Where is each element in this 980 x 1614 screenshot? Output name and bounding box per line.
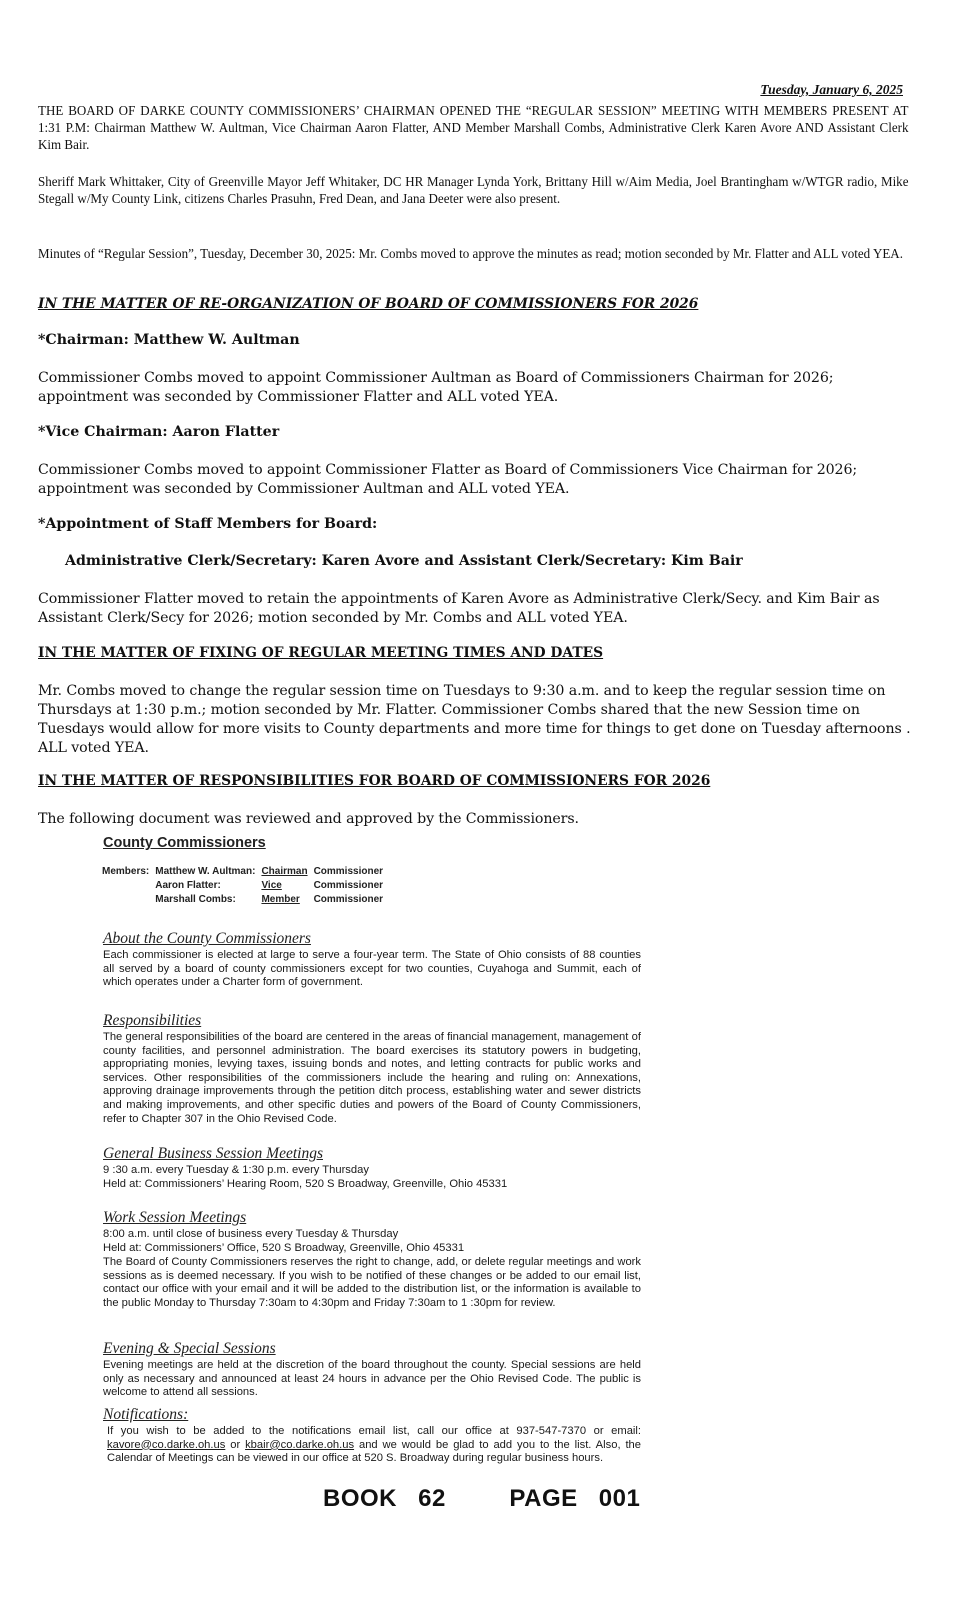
- member-title: Commissioner: [313, 866, 384, 877]
- email-link-kbair[interactable]: kbair@co.darke.oh.us: [245, 1438, 355, 1451]
- chairman-label: *Chairman: Matthew W. Aultman: [38, 332, 300, 348]
- work-line2: Held at: Commissioners’ Office, 520 S Broadway, Greenville, Ohio 45331: [103, 1242, 465, 1254]
- resp-text: The general responsibilities of the board are centered in the areas of financial management, management of county facilities, and personnel administration. The board exercises its statutory powers in budgeting, appropriating monies, levying taxes, issuing bonds and notes, and letting contracts for public works and services. Other responsibilities of the commissioners include the hearing and ruling on: Annexations, approving drainage improvements through the petition ditch process, establishing water and sewer districts and making improvements, and other specific duties and powers of the Board of County Commissioners, refer to Chapter 307 in the Ohio Revised Code.: [103, 1031, 641, 1125]
- general-line2: Held at: Commissioners’ Hearing Room, 520 S Broadway, Greenville, Ohio 45331: [103, 1178, 508, 1190]
- reorg-heading: IN THE MATTER OF RE-ORGANIZATION OF BOARD OF COMMISSIONERS FOR 2026: [38, 296, 699, 312]
- member-row: [102, 893, 389, 907]
- vice-chairman-label: *Vice Chairman: Aaron Flatter: [38, 424, 280, 440]
- notif-text-2: and we would be glad to add you to the list. Also, the Calendar of Meetings can be viewed in our office at 520 S. Broadway during regular business hours.: [107, 1438, 642, 1465]
- member-role: Chairman: [261, 866, 308, 877]
- general-line1: 9 :30 a.m. every Tuesday & 1:30 p.m. every Thursday: [103, 1164, 369, 1176]
- members-label: Members:: [102, 866, 150, 877]
- attached-doc-title: County Commissioners: [103, 835, 266, 851]
- minutes-paragraph: Minutes of “Regular Session”, Tuesday, December 30, 2025: Mr. Combs moved to approve the minutes as read; motion seconded by Mr. Flatter and ALL voted YEA.: [38, 247, 903, 262]
- members-table: [102, 865, 389, 907]
- resp-heading: Responsibilities: [103, 1012, 202, 1029]
- member-name: Matthew W. Aultman:: [155, 866, 256, 877]
- book-page-footer: [323, 1485, 640, 1513]
- responsibilities-intro: The following document was reviewed and approved by the Commissioners.: [38, 811, 579, 827]
- general-heading: General Business Session Meetings: [103, 1145, 323, 1162]
- work-line1: 8:00 a.m. until close of business every Tuesday & Thursday: [103, 1228, 399, 1240]
- staff-label: *Appointment of Staff Members for Board:: [38, 516, 378, 532]
- about-heading: About the County Commissioners: [103, 930, 311, 947]
- staff-paragraph: Commissioner Flatter moved to retain the appointments of Karen Avore as Administrative Clerk/Secy. and Kim Bair as Assistant Clerk/Secy for 2026; motion seconded by Mr. Combs and ALL voted YEA.: [38, 591, 880, 626]
- meeting-times-heading: IN THE MATTER OF FIXING OF REGULAR MEETING TIMES AND DATES: [38, 645, 604, 661]
- notif-or: or: [225, 1438, 246, 1451]
- work-text: The Board of County Commissioners reserves the right to change, add, or delete regular meetings and work sessions as is deemed necessary. If you wish to be notified of these changes or be added to our email list, contact our office with your email and it will be added to the distribution list, or the information is available to the public Monday to Thursday 7:30am to 4:30pm and Friday 7:30am to 1 :30pm for review.: [103, 1256, 641, 1309]
- member-title: Commissioner: [313, 880, 384, 891]
- member-title: Commissioner: [313, 894, 384, 905]
- meeting-times-paragraph: Mr. Combs moved to change the regular session time on Tuesdays to 9:30 a.m. and to keep the regular session time on Thursdays at 1:30 p.m.; motion seconded by Mr. Flatter. Commissioner Combs shared that the new Session time on Tuesdays would allow for more visits to County departments and more time for things to get done on Tuesday afternoons . ALL voted YEA.: [38, 683, 911, 756]
- book-number: BOOK 62: [323, 1485, 446, 1512]
- notifications-heading: Notifications:: [103, 1406, 189, 1423]
- evening-text: Evening meetings are held at the discretion of the board throughout the county. Special sessions are held only as necessary and announced at least 24 hours in advance per the Ohio Revised Code. The public is welcome to attend all sessions.: [103, 1359, 641, 1399]
- member-row: [102, 879, 389, 893]
- page-number: PAGE 001: [509, 1485, 641, 1512]
- notif-text-1: If you wish to be added to the notifications email list, call our office at 937-547-7370 or email:: [107, 1425, 641, 1437]
- meeting-date: Tuesday, January 6, 2025: [760, 82, 903, 97]
- email-link-kavore[interactable]: kavore@co.darke.oh.us: [107, 1438, 226, 1451]
- notifications-text: [107, 1425, 641, 1466]
- opening-paragraph: THE BOARD OF DARKE COUNTY COMMISSIONERS’ CHAIRMAN OPENED THE “REGULAR SESSION” MEETING WITH MEMBERS PRESENT AT 1:31 P.M: Chairman Matthew W. Aultman, Vice Chairman Aaron Flatter, AND Member Marshall Combs, Administrative Clerk Karen Avore AND Assistant Clerk Kim Bair.: [38, 104, 909, 153]
- member-row: [102, 865, 389, 879]
- responsibilities-heading: IN THE MATTER OF RESPONSIBILITIES FOR BOARD OF COMMISSIONERS FOR 2026: [38, 773, 711, 789]
- member-role: Member: [261, 894, 300, 905]
- staff-subheading: Administrative Clerk/Secretary: Karen Avore and Assistant Clerk/Secretary: Kim Bair: [65, 553, 743, 569]
- about-text: Each commissioner is elected at large to serve a four-year term. The State of Ohio consists of 88 counties all served by a board of county commissioners except for two counties, Cuyahoga and Summit, each of which operates under a Charter form of government.: [103, 949, 641, 989]
- vice-chairman-paragraph: Commissioner Combs moved to appoint Commissioner Flatter as Board of Commissioners Vice Chairman for 2026; appointment was seconded by Commissioner Aultman and ALL voted YEA.: [38, 462, 858, 497]
- attendees-paragraph: Sheriff Mark Whittaker, City of Greenville Mayor Jeff Whitaker, DC HR Manager Lynda York, Brittany Hill w/Aim Media, Joel Brantingham w/WTGR radio, Mike Stegall w/My County Link, citizens Charles Prasuhn, Fred Dean, and Jana Deeter were also present.: [38, 175, 909, 207]
- work-heading: Work Session Meetings: [103, 1209, 247, 1226]
- member-name: Marshall Combs:: [155, 894, 236, 905]
- member-name: Aaron Flatter:: [155, 880, 221, 891]
- member-role: Vice: [261, 880, 282, 891]
- evening-heading: Evening & Special Sessions: [103, 1340, 276, 1357]
- chairman-paragraph: Commissioner Combs moved to appoint Commissioner Aultman as Board of Commissioners Chairman for 2026; appointment was seconded by Commissioner Flatter and ALL voted YEA.: [38, 370, 834, 405]
